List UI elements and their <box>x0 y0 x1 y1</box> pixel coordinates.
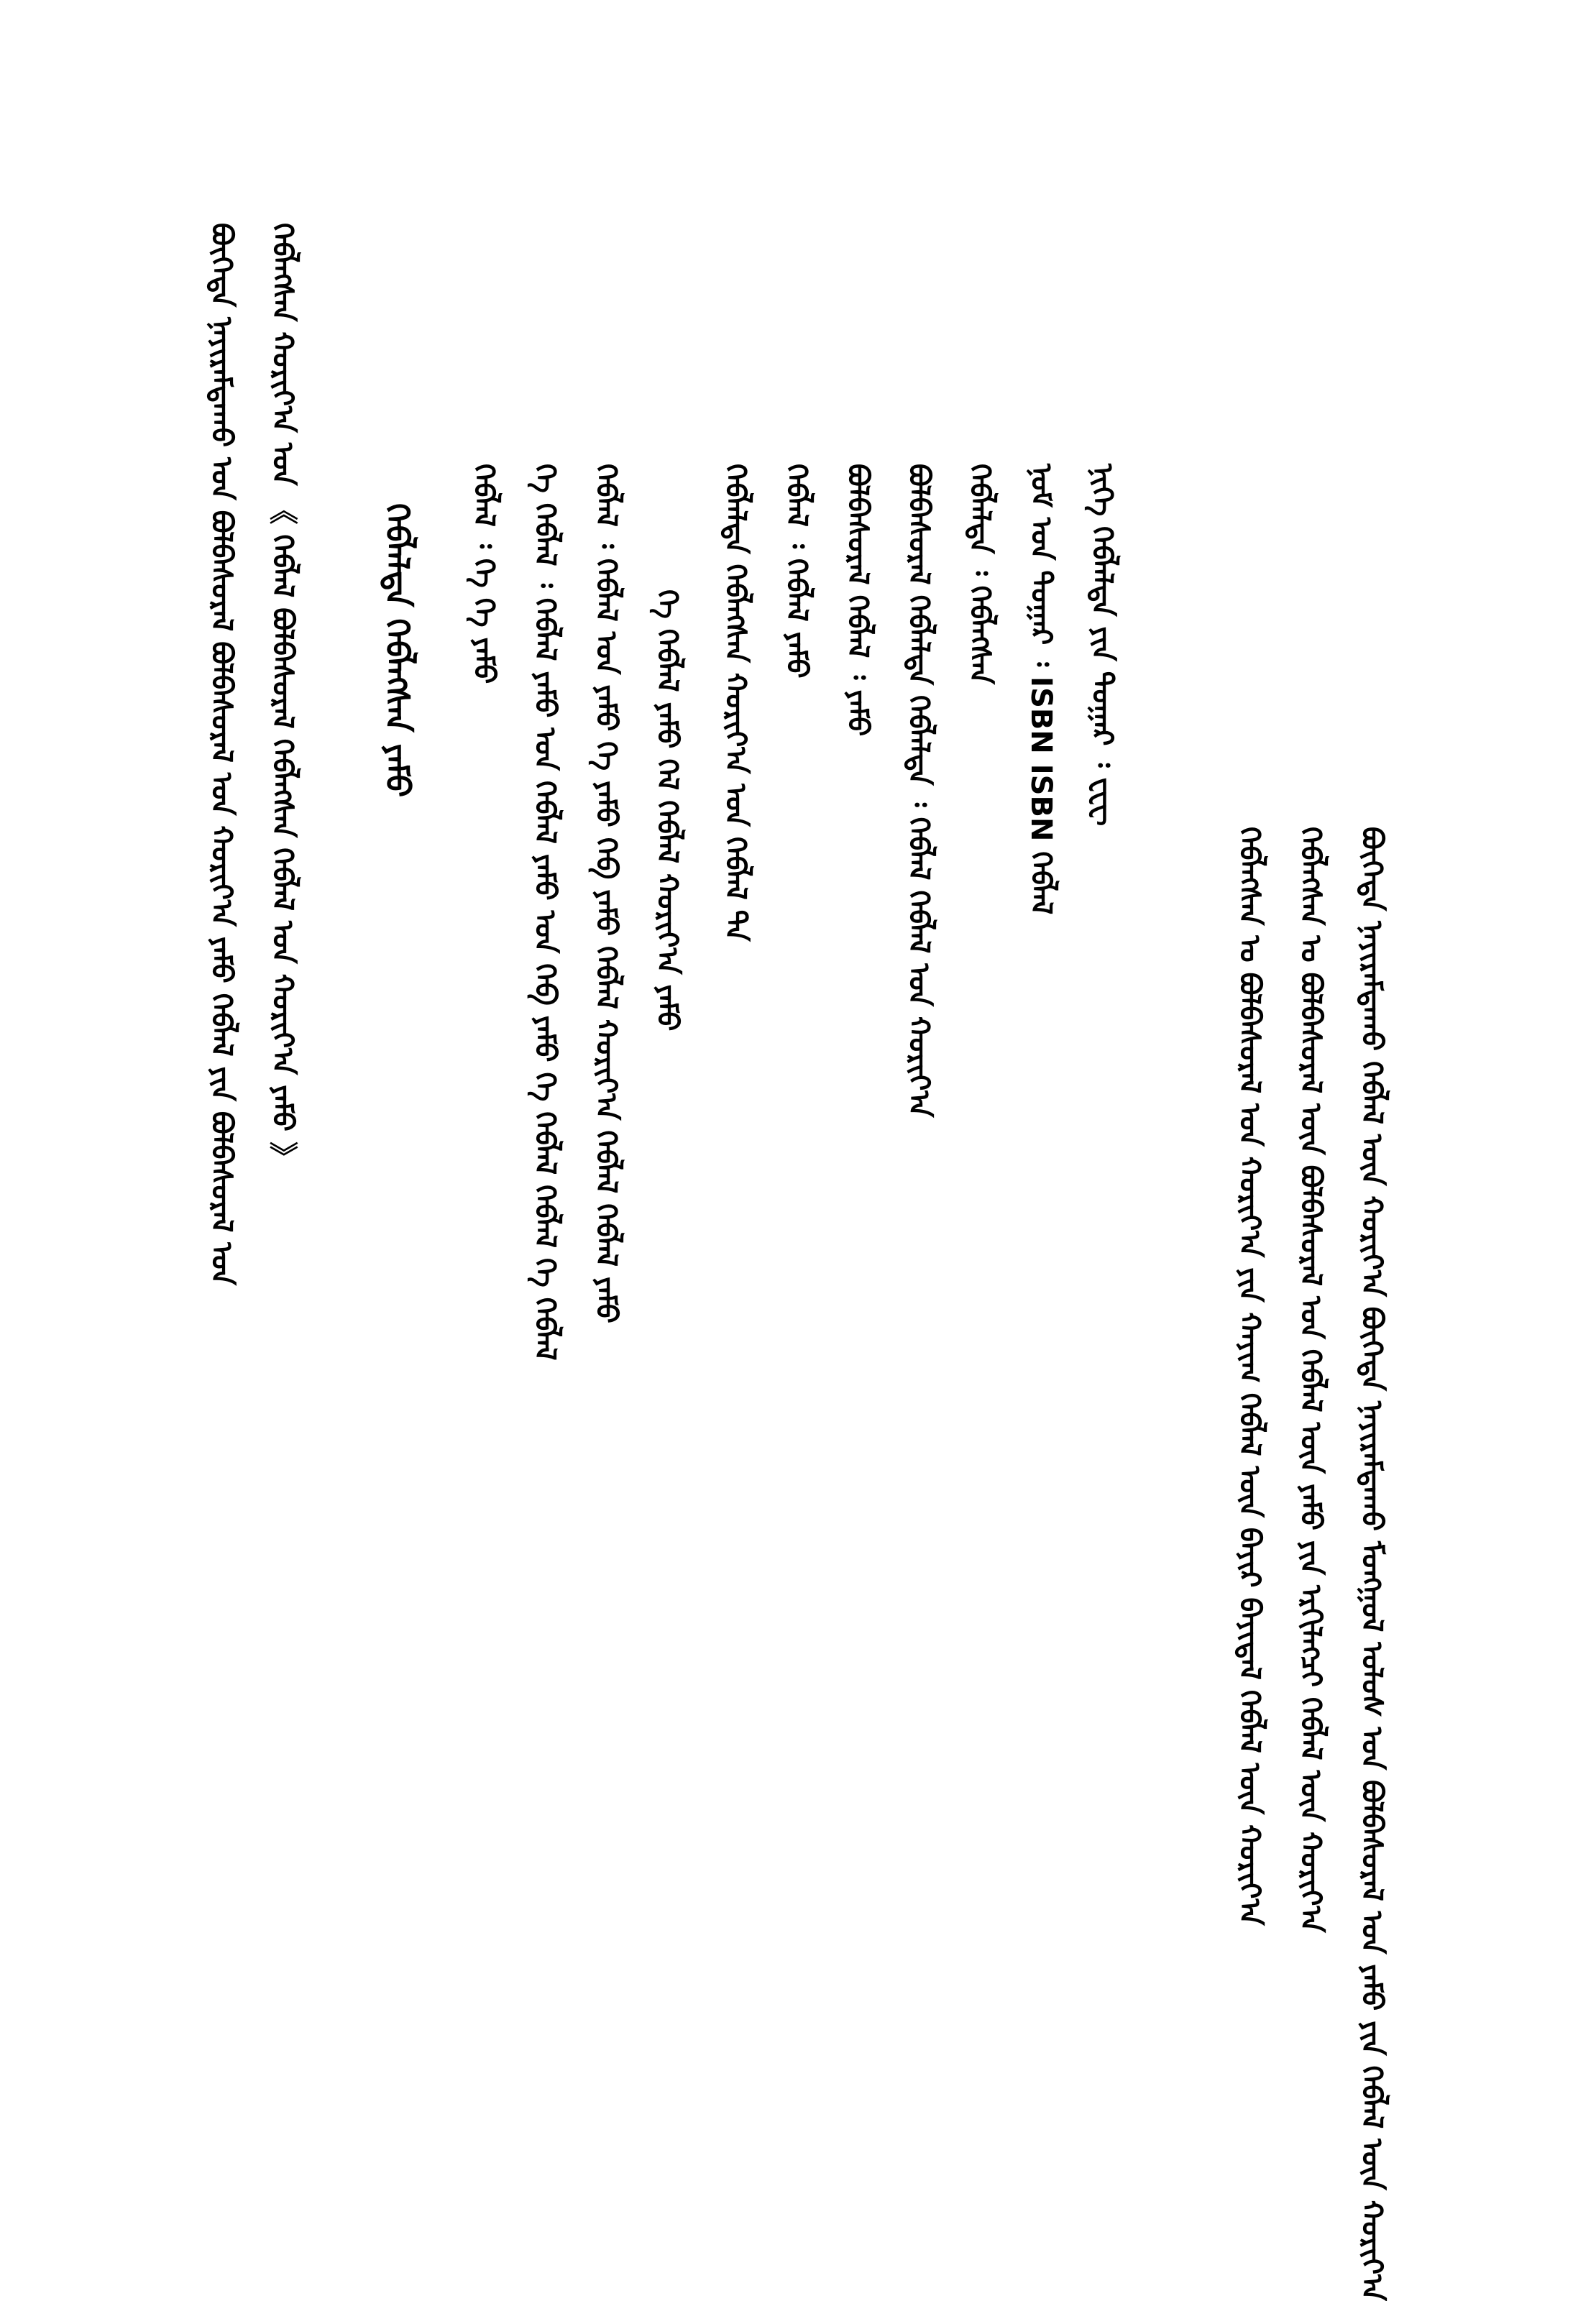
text-column: ᠬᠡ ᠬᠡᠪᠯᠡᠯ ᠄ ᠬᠡᠪᠯᠡᠯ ᠶᠠᠮᠤ ᠤᠨ ᠬᠡᠪᠯᠡᠯ ᠶᠠᠮᠤ ᠤᠨ ᠬᠡᠪ ᠶᠠᠮᠤ ᠬᠡ ᠬᠡᠪᠯᠡᠯ ᠬᠡᠪᠯᠡᠯ ᠬᠡ ᠬᠡᠪᠯᠡᠯ <box>528 464 561 1361</box>
text-column: ᠬᠡᠪᠯᠡᠯ ᠄ ᠬᠡᠪᠯᠡᠯ ᠶᠠᠮᠤ <box>780 464 813 679</box>
text-column: ᠪᠦᠭᠡᠳᠡ ᠨᠠᠶᠢᠷᠠᠮᠳᠠᠬᠤ ᠬᠡᠪᠯᠡᠯ ᠦᠨ ᠬᠣᠷᠢᠶ᠎ᠠ ᠪᠦᠭᠡᠳᠡ ᠨᠠᠶᠢᠷᠠᠮᠳᠠᠬᠤ ᠮᠣᠩᠭᠣᠯ ᠤᠯᠤᠰ ᠤᠨ ᠪᠣᠯᠪᠠᠰᠤᠷᠠᠯ ᠤᠨ ᠶᠠᠮᠤ ᠶᠢᠨ ᠬᠡᠪᠯᠡᠯ ᠦᠨ ᠬᠣᠷᠢᠶ᠎ᠠ <box>1355 827 1388 2301</box>
text-column: ᠬᠡᠪᠯᠡᠭᠰᠡᠨ ᠤ ᠪᠣᠯᠪᠠᠰᠤᠷᠠᠯ ᠤᠨ ᠬᠣᠷᠢᠶ᠎ᠠ ᠶᠢᠨ ᠬᠠᠶᠢᠭ ᠬᠡᠪᠯᠡᠯ ᠦᠨ ᠪᠠᠶᠢᠷ ᠪᠠᠶᠢᠳᠠᠯ ᠬᠡᠪᠯᠡᠯ ᠦᠨ ᠬᠣᠷᠢᠶ᠎ᠠ <box>1233 827 1266 1926</box>
text-column: ᠬᠡᠪᠯᠡᠯ ᠄ ᠬᠡ ᠬᠡ ᠶᠠᠮᠤ <box>467 464 500 684</box>
text-column: ᠬᠡᠪᠯᠡᠭᠰᠡᠨ ᠬᠣᠷᠢᠶ᠎ᠠ ᠤᠨ 《 ᠬᠡᠪᠯᠡᠯ ᠪᠣᠯᠪᠠᠰᠤᠷᠠᠯ ᠬᠡᠪᠯᠡᠭᠰᠡᠨ ᠬᠡᠪᠯᠡᠯ ᠤᠨ ᠬᠣᠷᠢᠶ᠎ᠠ ᠶᠠᠮᠤ 》 <box>266 223 299 1170</box>
text-column: ᠬᠡᠪᠯᠡᠯᠲᠡ ᠄ ᠬᠡᠪᠯᠡᠭᠰᠡᠨ <box>963 464 996 685</box>
text-column: ᠨᠢᠭᠡ ᠬᠡᠪᠯᠡᠯᠲᠡ ᠶᠢᠨ ᠳᠤᠭᠠᠷ ᠄ ᠸᠧᠸ <box>1086 464 1119 827</box>
text-column: ᠬᠡᠪᠯᠡᠯ ᠄ ᠬᠡᠪᠯᠡᠯ ᠤᠨ ᠶᠠᠮᠤ ᠬᠡ ᠶᠠᠮᠤ ᠬᠡᠪ ᠶᠠᠮᠤ ᠬᠡᠪᠯᠡᠯ ᠬᠣᠷᠢᠶ᠎ᠠ ᠬᠡᠪᠯᠡᠯ ᠬᠡᠪᠯᠡᠯ ᠶᠠᠮᠤ <box>590 464 623 1323</box>
text-column: ᠨᠣᠮ ᠤᠨ ᠳᠤᠭᠠᠷ ᠄ ISBN ISBN ᠬᠡᠪᠯᠡᠯ <box>1024 464 1058 915</box>
text-column: ᠪᠦᠭᠡᠳᠡ ᠨᠠᠶᠢᠷᠠᠮᠳᠠᠬᠤ ᠤᠨ ᠪᠣᠯᠪᠠᠰᠤᠷᠠᠯ ᠪᠣᠯᠪᠠᠰᠤᠷᠠᠯ ᠤᠨ ᠬᠣᠷᠢᠶ᠎ᠠ ᠶᠠᠮᠤ ᠬᠡᠪᠯᠡᠯ ᠶᠢᠨ ᠪᠣᠯᠪᠠᠰᠤᠷᠠᠯ ᠤᠨ <box>205 223 238 1286</box>
section-heading: ᠬᠡᠪᠯᠡᠯᠲᠡ ᠬᠡᠪᠯᠡᠭᠰᠡᠨ ᠶᠠᠮᠤ <box>378 503 417 798</box>
text-column: ᠪᠣᠯᠪᠠᠰᠤᠷᠠᠯ ᠬᠡᠪᠯᠡᠯ ᠄ ᠶᠠᠮᠤ <box>841 464 874 737</box>
text-column: ᠪᠣᠯᠪᠠᠰᠤᠷᠠᠯ ᠬᠡᠪᠯᠡᠯᠲᠡ ᠬᠡᠪᠯᠡᠯᠲᠡ ᠄ ᠬᠡᠪᠯᠡᠯ ᠬᠡᠪᠯᠡᠯ ᠤᠨ ᠬᠣᠷᠢᠶ᠎ᠠ <box>902 464 935 1118</box>
text-column: ᠬᠡᠪᠯᠡᠭᠰᠡᠨ ᠤ ᠪᠣᠯᠪᠠᠰᠤᠷᠠᠯ ᠦᠨ ᠪᠣᠯᠪᠠᠰᠤᠷᠠᠯ ᠤᠨ ᠬᠡᠪᠯᠡᠯ ᠦᠨ ᠶᠠᠮᠤ ᠶᠢᠨ ᠡᠷᠬᠢᠯᠡᠭᠴᠢ ᠬᠡᠪᠯᠡᠯ ᠦᠨ ᠬᠣᠷᠢᠶ᠎ᠠ <box>1294 827 1327 1933</box>
text-column: ᠬᠡ ᠬᠡᠪᠯᠡᠯ ᠶᠠᠮᠤ ᠬᠡᠯ ᠬᠡᠪᠯᠡᠯ ᠬᠣᠷᠢᠶ᠎ᠠ ᠶᠠᠮᠤ <box>651 589 684 1032</box>
text-column: ᠬᠡᠪᠯᠡᠯᠲᠡ ᠬᠡᠪᠯᠡᠭᠰᠡᠨ ᠬᠣᠷᠢᠶ᠎ᠠ ᠤᠨ ᠬᠡᠪᠯᠡᠯ ᠲᠠ <box>719 464 752 942</box>
